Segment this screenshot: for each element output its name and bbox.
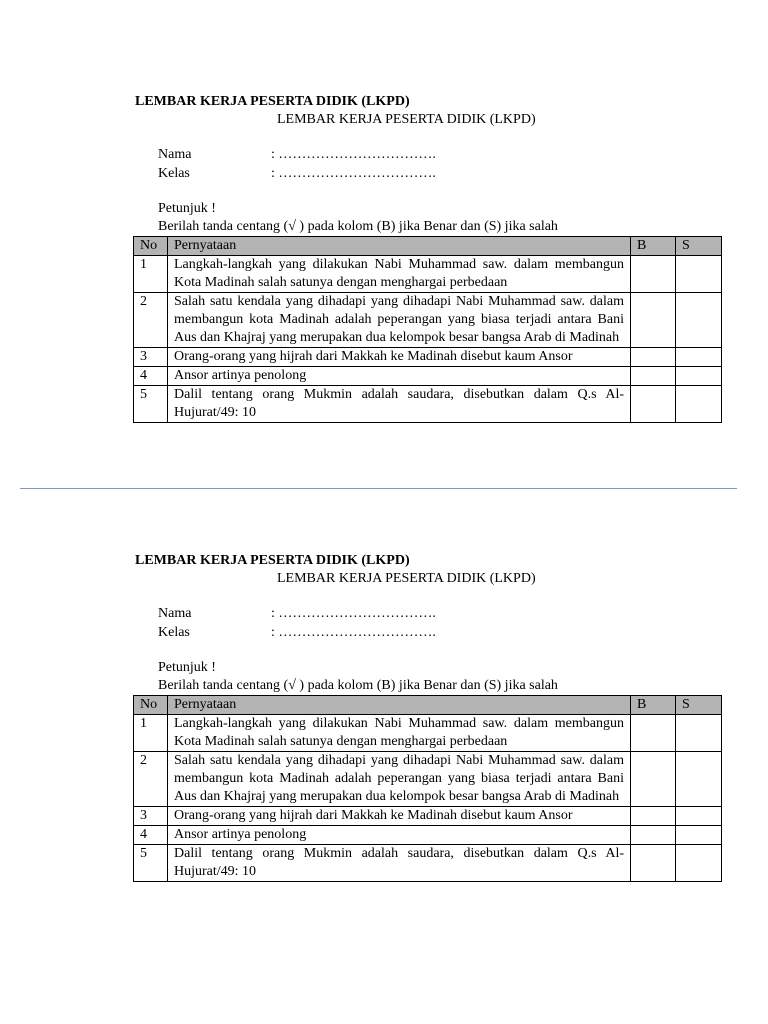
table-row <box>134 845 722 882</box>
table-row <box>134 293 722 348</box>
answer-cell-b[interactable] <box>631 752 676 807</box>
page-divider-line <box>20 488 737 489</box>
nama-field: : ……………………………. <box>271 606 436 621</box>
table-row <box>134 386 722 423</box>
answer-cell-s[interactable] <box>676 256 722 293</box>
header-no: No <box>134 696 168 715</box>
header-pernyataan: Pernyataan <box>168 696 631 715</box>
header-s: S <box>676 696 722 715</box>
row-statement: Dalil tentang orang Mukmin adalah saudara, disebutkan dalam Q.s Al-Hujurat/49: 10 <box>168 386 631 423</box>
answer-cell-s[interactable] <box>676 807 722 826</box>
answer-cell-b[interactable] <box>631 826 676 845</box>
worksheet-heading-centered: LEMBAR KERJA PESERTA DIDIK (LKPD) <box>277 112 536 127</box>
row-statement: Orang-orang yang hijrah dari Makkah ke Madinah disebut kaum Ansor <box>168 348 631 367</box>
table-row <box>134 348 722 367</box>
table-row <box>134 807 722 826</box>
worksheet-heading-bold: LEMBAR KERJA PESERTA DIDIK (LKPD) <box>135 94 410 109</box>
table-row <box>134 715 722 752</box>
answer-cell-s[interactable] <box>676 293 722 348</box>
nama-field: : ……………………………. <box>271 147 436 162</box>
header-b: B <box>631 237 676 256</box>
answer-cell-s[interactable] <box>676 348 722 367</box>
header-s: S <box>676 237 722 256</box>
kelas-label: Kelas <box>158 625 190 640</box>
petunjuk-title: Petunjuk ! <box>158 660 216 675</box>
answer-cell-b[interactable] <box>631 256 676 293</box>
row-number: 2 <box>134 752 168 807</box>
answer-cell-b[interactable] <box>631 845 676 882</box>
answer-cell-b[interactable] <box>631 386 676 423</box>
table-row <box>134 752 722 807</box>
row-number: 5 <box>134 386 168 423</box>
row-number: 4 <box>134 367 168 386</box>
statement-table <box>133 695 722 882</box>
table-row <box>134 826 722 845</box>
kelas-label: Kelas <box>158 166 190 181</box>
worksheet-heading-centered: LEMBAR KERJA PESERTA DIDIK (LKPD) <box>277 571 536 586</box>
answer-cell-b[interactable] <box>631 348 676 367</box>
row-statement: Ansor artinya penolong <box>168 367 631 386</box>
row-number: 1 <box>134 715 168 752</box>
kelas-field: : ……………………………. <box>271 166 436 181</box>
statement-table <box>133 236 722 423</box>
row-statement: Dalil tentang orang Mukmin adalah saudara, disebutkan dalam Q.s Al-Hujurat/49: 10 <box>168 845 631 882</box>
row-statement: Salah satu kendala yang dihadapi yang dihadapi Nabi Muhammad saw. dalam membangun kota Madinah adalah peperangan yang biasa terjadi antara Bani Aus dan Khajraj yang merupakan dua kelompok besar bangsa Arab di Madinah <box>168 752 631 807</box>
answer-cell-s[interactable] <box>676 367 722 386</box>
answer-cell-s[interactable] <box>676 715 722 752</box>
row-number: 2 <box>134 293 168 348</box>
nama-label: Nama <box>158 147 192 162</box>
row-statement: Orang-orang yang hijrah dari Makkah ke Madinah disebut kaum Ansor <box>168 807 631 826</box>
answer-cell-b[interactable] <box>631 293 676 348</box>
answer-cell-b[interactable] <box>631 367 676 386</box>
row-statement: Langkah-langkah yang dilakukan Nabi Muhammad saw. dalam membangun Kota Madinah salah satunya dengan menghargai perbedaan <box>168 715 631 752</box>
nama-label: Nama <box>158 606 192 621</box>
answer-cell-s[interactable] <box>676 845 722 882</box>
row-number: 3 <box>134 348 168 367</box>
row-statement: Ansor artinya penolong <box>168 826 631 845</box>
row-number: 5 <box>134 845 168 882</box>
header-b: B <box>631 696 676 715</box>
row-statement: Salah satu kendala yang dihadapi yang dihadapi Nabi Muhammad saw. dalam membangun kota Madinah adalah peperangan yang biasa terjadi antara Bani Aus dan Khajraj yang merupakan dua kelompok besar bangsa Arab di Madinah <box>168 293 631 348</box>
header-no: No <box>134 237 168 256</box>
petunjuk-text: Berilah tanda centang (√ ) pada kolom (B) jika Benar dan (S) jika salah <box>158 678 558 693</box>
table-row <box>134 256 722 293</box>
answer-cell-b[interactable] <box>631 807 676 826</box>
answer-cell-s[interactable] <box>676 826 722 845</box>
answer-cell-s[interactable] <box>676 752 722 807</box>
kelas-field: : ……………………………. <box>271 625 436 640</box>
petunjuk-text: Berilah tanda centang (√ ) pada kolom (B) jika Benar dan (S) jika salah <box>158 219 558 234</box>
row-number: 4 <box>134 826 168 845</box>
answer-cell-b[interactable] <box>631 715 676 752</box>
row-number: 1 <box>134 256 168 293</box>
table-header-row <box>134 696 722 715</box>
row-statement: Langkah-langkah yang dilakukan Nabi Muhammad saw. dalam membangun Kota Madinah salah satunya dengan menghargai perbedaan <box>168 256 631 293</box>
answer-cell-s[interactable] <box>676 386 722 423</box>
table-header-row <box>134 237 722 256</box>
worksheet-heading-bold: LEMBAR KERJA PESERTA DIDIK (LKPD) <box>135 553 410 568</box>
header-pernyataan: Pernyataan <box>168 237 631 256</box>
row-number: 3 <box>134 807 168 826</box>
petunjuk-title: Petunjuk ! <box>158 201 216 216</box>
table-row <box>134 367 722 386</box>
